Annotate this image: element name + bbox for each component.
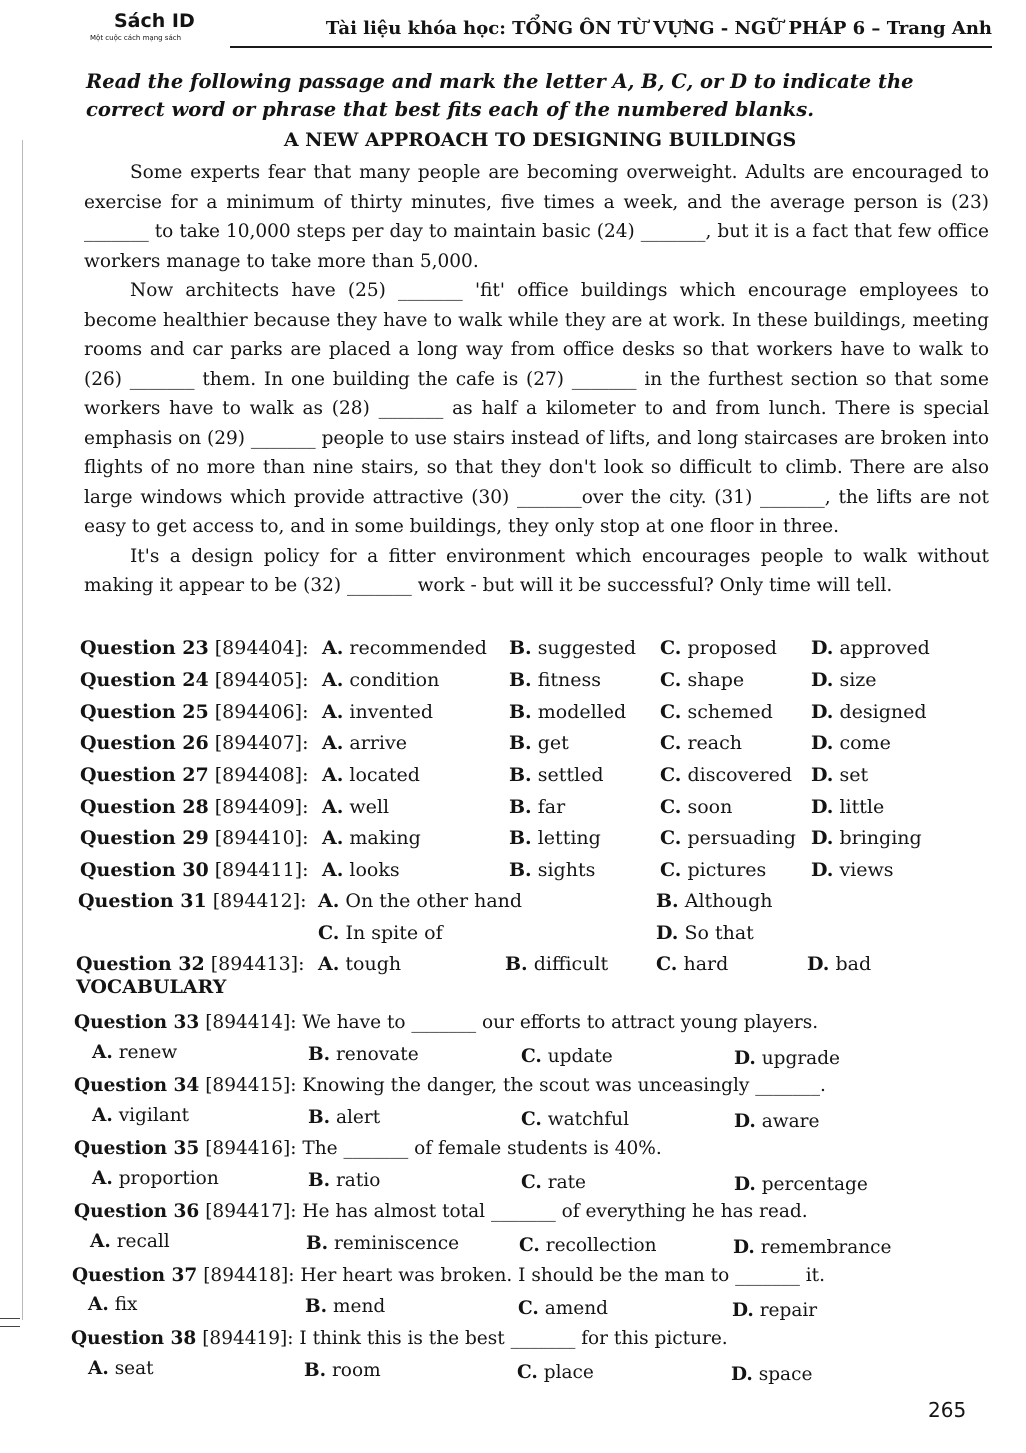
option-b[interactable]: B. sights <box>509 859 596 881</box>
option-b[interactable]: B. alert <box>308 1107 381 1128</box>
option-b[interactable]: B. room <box>304 1360 381 1381</box>
question-id: [894409]: <box>214 796 309 818</box>
option-d[interactable]: D. upgrade <box>734 1048 840 1069</box>
answer-blank[interactable]: _______ <box>343 1138 409 1159</box>
cut-mark <box>0 1326 20 1327</box>
option-a[interactable]: A. fix <box>88 1294 138 1315</box>
question-label: Question 24 <box>80 669 209 691</box>
question-label: Question 38 <box>71 1328 197 1349</box>
option-a[interactable]: A. making <box>322 827 421 849</box>
option-d[interactable]: D. space <box>731 1364 813 1385</box>
option-c[interactable]: C. rate <box>521 1172 586 1193</box>
margin-line <box>22 140 23 1320</box>
answer-blank[interactable]: _______ <box>735 1265 800 1286</box>
passage-paragraph: It's a design policy for a fitter environment which encourages people to walk without making it appear to be (32) _______ work - but will it be successful? Only time will tell. <box>84 545 989 596</box>
option-a[interactable]: A. looks <box>322 859 400 881</box>
question-label: Question 25 <box>80 701 209 723</box>
question-label: Question 37 <box>72 1265 198 1286</box>
option-d[interactable]: D. designed <box>811 701 927 723</box>
question-id: [894416]: <box>205 1138 297 1159</box>
question-id: [894419]: <box>202 1328 294 1349</box>
question-id: [894413]: <box>210 953 305 975</box>
question-label: Question 26 <box>80 732 209 754</box>
passage-paragraph: Some experts fear that many people are becoming overweight. Adults are encouraged to exercise for a minimum of thirty minutes, five times a week, and the average person is (23) _______ to take 10,000 steps per day to maintain basic (24) _______, but it is a fact that few office workers manage to take more than 5,000. <box>84 162 989 272</box>
question-id: [894410]: <box>214 827 309 849</box>
option-b[interactable]: B. settled <box>509 764 604 786</box>
option-a[interactable]: A. recommended <box>322 637 487 659</box>
logo-title: Sách ID <box>114 10 195 32</box>
question-id: [894414]: <box>205 1012 297 1033</box>
option-b[interactable]: B. mend <box>305 1296 386 1317</box>
question-label: Question 30 <box>80 859 209 881</box>
question-label: Question 34 <box>74 1075 200 1096</box>
option-b[interactable]: B. fitness <box>509 669 602 691</box>
option-c[interactable]: C. hard <box>656 953 729 975</box>
option-d[interactable]: D. remembrance <box>733 1237 892 1258</box>
option-c[interactable]: C. soon <box>660 796 733 818</box>
vocab-question-38: Question 38 [894419]: I think this is the best _______ for this picture. <box>71 1328 728 1349</box>
logo-subtitle: Một cuộc cách mạng sách <box>90 34 182 42</box>
option-c[interactable]: C. recollection <box>519 1235 657 1256</box>
course-title: Tài liệu khóa học: TỔNG ÔN TỪ VỰNG - NGỮ PHÁP 6 – Trang Anh <box>325 18 992 39</box>
passage-title: A NEW APPROACH TO DESIGNING BUILDINGS <box>283 129 797 151</box>
question-id: [894412]: <box>212 890 307 912</box>
answer-blank[interactable]: _______ <box>510 1328 576 1349</box>
option-c[interactable]: C. In spite of <box>318 922 443 944</box>
option-c[interactable]: C. discovered <box>660 764 792 786</box>
option-a[interactable]: A. On the other hand <box>318 890 523 912</box>
question-label: Question 23 <box>80 637 209 659</box>
option-a[interactable]: A. tough <box>318 953 402 975</box>
option-a[interactable]: A. condition <box>322 669 440 691</box>
header-rule <box>230 46 992 48</box>
page-header <box>84 6 992 50</box>
option-c[interactable]: C. update <box>521 1046 613 1067</box>
option-c[interactable]: C. schemed <box>660 701 773 723</box>
question-id: [894415]: <box>205 1075 297 1096</box>
question-label: Question 29 <box>80 827 209 849</box>
option-a[interactable]: A. invented <box>322 701 433 723</box>
option-a[interactable]: A. vigilant <box>92 1105 190 1126</box>
vocab-question-37: Question 37 [894418]: Her heart was broken. I should be the man to _______ it. <box>72 1265 825 1286</box>
question-label: Question 28 <box>80 796 209 818</box>
question-label: Question 36 <box>74 1201 200 1222</box>
option-c[interactable]: C. amend <box>518 1298 609 1319</box>
option-c[interactable]: C. pictures <box>660 859 767 881</box>
option-a[interactable]: A. arrive <box>322 732 407 754</box>
option-c[interactable]: C. proposed <box>660 637 777 659</box>
question-id: [894407]: <box>214 732 309 754</box>
vocabulary-heading: VOCABULARY <box>76 976 227 998</box>
option-a[interactable]: A. proportion <box>92 1168 219 1189</box>
answer-blank[interactable]: _______ <box>490 1201 556 1222</box>
question-id: [894411]: <box>214 859 309 881</box>
passage-paragraph: Now architects have (25) _______ 'fit' office buildings which encourage employees to become healthier because they have to walk while they are at work. In these buildings, meeting rooms and car parks are placed a long way from office desks so that workers have to walk to (26) _______ them. In one building the cafe is (27) _______ in the furthest section so that some workers have to walk as (28) _______ as half a kilometer to and from lunch. There is special emphasis on (29) _______ people to use stairs instead of lifts, and long staircases are broken into flights of no more than nine stairs, so that they don't look so difficult to climb. There are also large windows which provide attractive (30) _______over the city. (31) _______, the lifts are not easy to get access to, and in some buildings, they only stop at one floor in three. <box>84 280 989 537</box>
vocab-question-36: Question 36 [894417]: He has almost total _______ of everything he has read. <box>74 1201 808 1222</box>
option-a[interactable]: A. well <box>322 796 390 818</box>
option-d[interactable]: D. little <box>811 796 885 818</box>
option-c[interactable]: C. shape <box>660 669 745 691</box>
option-d[interactable]: D. bringing <box>811 827 922 849</box>
question-label: Question 27 <box>80 764 209 786</box>
option-d[interactable]: D. aware <box>734 1111 820 1132</box>
instructions: Read the following passage and mark the letter A, B, C, or D to indicate the correct word or phrase that best fits each of the numbered blanks. <box>86 70 914 121</box>
option-c[interactable]: C. reach <box>660 732 742 754</box>
question-id: [894404]: <box>214 637 309 659</box>
option-d[interactable]: D. approved <box>811 637 930 659</box>
option-a[interactable]: A. seat <box>88 1358 154 1379</box>
option-d[interactable]: D. bad <box>807 953 872 975</box>
vocab-question-35: Question 35 [894416]: The _______ of female students is 40%. <box>74 1138 662 1159</box>
question-id: [894406]: <box>214 701 309 723</box>
option-a[interactable]: A. recall <box>90 1231 170 1252</box>
question-id: [894405]: <box>214 669 309 691</box>
answer-blank[interactable]: _______ <box>755 1075 820 1096</box>
option-b[interactable]: B. reminiscence <box>306 1233 460 1254</box>
option-b[interactable]: B. ratio <box>308 1170 381 1191</box>
vocab-question-33: Question 33 [894414]: We have to _______ our efforts to attract young players. <box>74 1012 819 1033</box>
option-d[interactable]: D. views <box>811 859 894 881</box>
option-d[interactable]: D. percentage <box>734 1174 868 1195</box>
option-d[interactable]: D. repair <box>732 1300 818 1321</box>
passage <box>84 158 989 601</box>
question-label: Question 35 <box>74 1138 200 1159</box>
question-id: [894408]: <box>214 764 309 786</box>
option-b[interactable]: B. Although <box>656 890 773 912</box>
option-b[interactable]: B. letting <box>509 827 601 849</box>
option-c[interactable]: C. watchful <box>521 1109 629 1130</box>
cut-mark <box>0 1318 20 1319</box>
option-c[interactable]: C. place <box>517 1362 594 1383</box>
option-b[interactable]: B. modelled <box>509 701 627 723</box>
page-number: 265 <box>928 1398 967 1422</box>
option-d[interactable]: D. size <box>811 669 877 691</box>
question-id: [894418]: <box>203 1265 295 1286</box>
question-label: Question 31 <box>78 890 207 912</box>
question-id: [894417]: <box>205 1201 297 1222</box>
option-b[interactable]: B. renovate <box>308 1044 419 1065</box>
option-a[interactable]: A. renew <box>92 1042 178 1063</box>
option-c[interactable]: C. persuading <box>660 827 796 849</box>
vocab-question-34: Question 34 [894415]: Knowing the danger, the scout was unceasingly _______. <box>74 1075 826 1096</box>
option-d[interactable]: D. come <box>811 732 891 754</box>
option-b[interactable]: B. far <box>509 796 566 818</box>
option-b[interactable]: B. suggested <box>509 637 637 659</box>
option-b[interactable]: B. difficult <box>505 953 609 975</box>
option-b[interactable]: B. get <box>509 732 569 754</box>
answer-blank[interactable]: _______ <box>411 1012 477 1033</box>
question-label: Question 32 <box>76 953 205 975</box>
option-a[interactable]: A. located <box>322 764 420 786</box>
option-d[interactable]: D. So that <box>656 922 754 944</box>
option-d[interactable]: D. set <box>811 764 869 786</box>
question-label: Question 33 <box>74 1012 200 1033</box>
